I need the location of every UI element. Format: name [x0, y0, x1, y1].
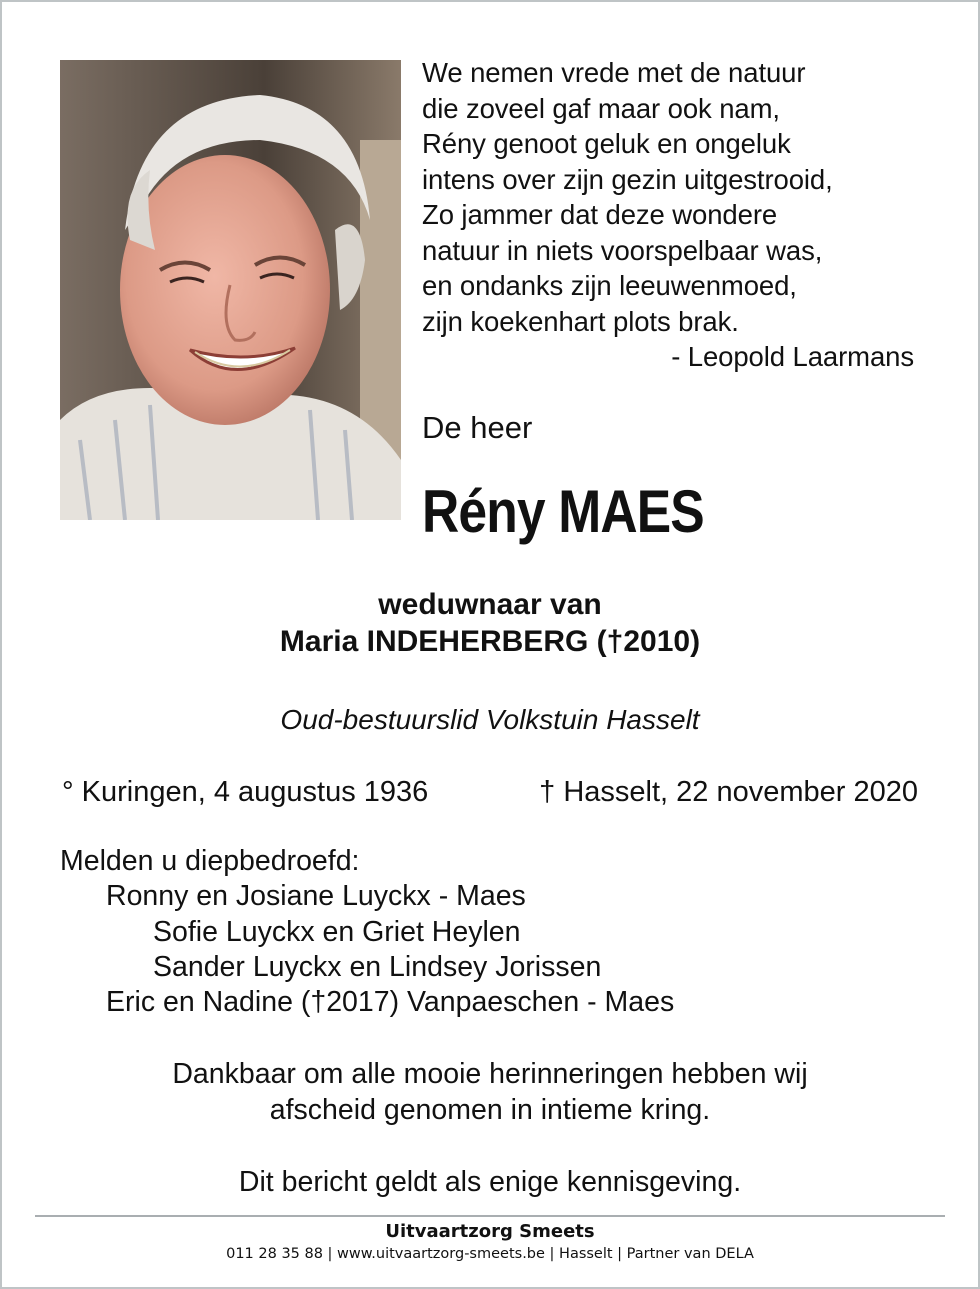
poem-line: natuur in niets voorspelbaar was,: [422, 234, 823, 266]
widower-label: weduwnaar van: [378, 588, 602, 621]
poem-line: en ondanks zijn leeuwenmoed,: [422, 270, 797, 301]
poem-line: Rény genoot geluk en ongeluk: [422, 128, 791, 159]
widower-block: [0, 586, 980, 660]
family-member: Ronny en Josiane Luyckx - Maes: [106, 880, 526, 913]
family-intro: Melden u diepbedroefd:: [60, 845, 360, 877]
family-list: [60, 844, 674, 1020]
role-line: Oud-bestuurslid Volkstuin Hasselt: [280, 704, 700, 735]
poem: [422, 55, 922, 375]
honorific-title: De heer: [422, 410, 533, 445]
birth-date: ° Kuringen, 4 augustus 1936: [62, 776, 429, 808]
poem-line: intens over zijn gezin uitgestrooid,: [422, 163, 833, 195]
footer-divider: [35, 1215, 945, 1217]
thanks-line: Dankbaar om alle mooie herinneringen hebben wij: [172, 1058, 808, 1090]
death-date: † Hasselt, 22 november 2020: [539, 776, 918, 808]
life-dates: [62, 774, 918, 810]
poem-line: die zoveel gaf maar ook nam,: [422, 92, 780, 124]
poem-author: - Leopold Laarmans: [671, 341, 914, 372]
poem-line: We nemen vrede met de natuur: [422, 57, 806, 88]
poem-line: zijn koekenhart plots brak.: [422, 305, 739, 337]
footer-contact-info: 011 28 35 88 | www.uitvaartzorg-smeets.be | Hasselt | Partner van DELA: [226, 1246, 754, 1262]
portrait-photo: [60, 60, 401, 520]
thanks-line: afscheid genomen in intieme kring.: [269, 1093, 711, 1126]
thanks-message: [0, 1057, 980, 1128]
family-member: Sander Luyckx en Lindsey Jorissen: [153, 950, 602, 983]
family-member: Sofie Luyckx en Griet Heylen: [153, 915, 521, 948]
footer-company: Uitvaartzorg Smeets: [385, 1221, 595, 1242]
notice-line: Dit bericht geldt als enige kennisgeving.: [238, 1166, 742, 1198]
deceased-name: Rény MAES: [422, 478, 704, 545]
family-member: Eric en Nadine (†2017) Vanpaeschen - Maes: [106, 986, 675, 1019]
poem-line: Zo jammer dat deze wondere: [422, 199, 778, 230]
spouse-name: Maria INDEHERBERG (†2010): [279, 625, 701, 658]
